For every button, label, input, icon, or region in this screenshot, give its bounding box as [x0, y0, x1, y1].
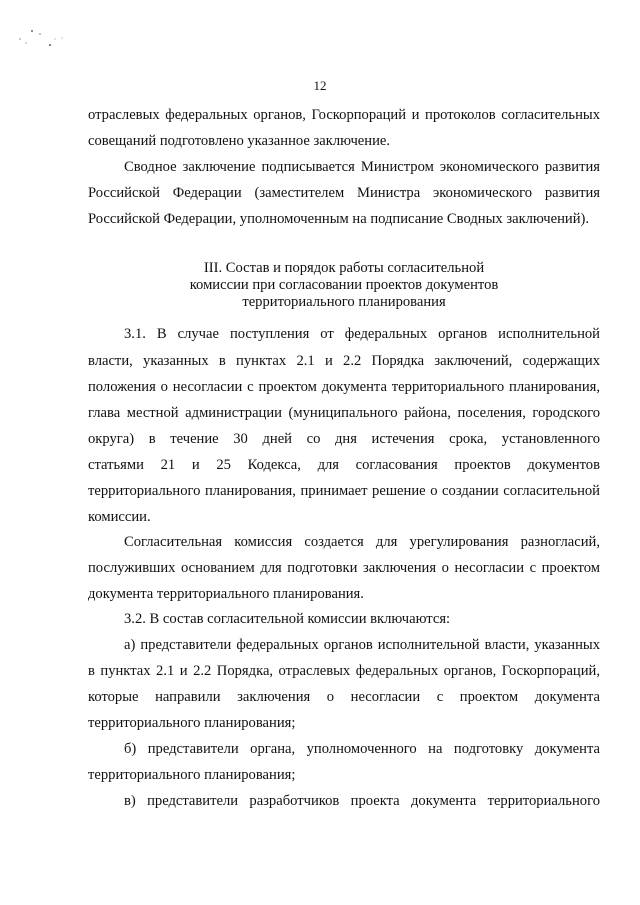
text-line: отраслевых федеральных органов, Госкорпораций и протоколов согласительных — [88, 107, 600, 123]
text-line: которые направили заключения о несогласии с проектом документа — [88, 689, 600, 705]
text-line: в пунктах 2.1 и 2.2 Порядка, отраслевых федеральных органов, Госкорпораций, — [88, 663, 600, 679]
text-line: Российской Федерации (заместителем Министра экономического развития — [88, 185, 600, 201]
text-line: Согласительная комиссия создается для урегулирования разногласий, — [124, 534, 600, 550]
text-line: комиссии. — [88, 509, 151, 525]
scan-specks — [10, 25, 70, 65]
text-line: Сводное заключение подписывается Министром экономического развития — [124, 159, 600, 175]
text-line: положения о несогласии с проектом документа территориального планирования, — [88, 379, 600, 395]
text-line: документа территориального планирования. — [88, 586, 364, 602]
text-line: послуживших основанием для подготовки заключения о несогласии с проектом — [88, 560, 600, 576]
text-line: б) представители органа, уполномоченного на подготовку документа — [124, 741, 600, 757]
text-line: в) представители разработчиков проекта документа территориального — [124, 793, 600, 809]
text-line: совещаний подготовлено указанное заключение. — [88, 133, 391, 149]
section-heading-line: территориального планирования — [242, 294, 446, 310]
text-line: территориального планирования; — [88, 767, 296, 783]
text-line: территориального планирования, принимает решение о создании согласительной — [88, 483, 600, 499]
text-line: территориального планирования; — [88, 715, 296, 731]
text-line: округа) в течение 30 дней со дня истечения срока, установленного — [88, 431, 600, 447]
text-line: глава местной администрации (муниципального района, поселения, городского — [88, 405, 600, 421]
text-line: 3.2. В состав согласительной комиссии включаются: — [124, 611, 451, 627]
text-line: Российской Федерации, уполномоченным на подписание Сводных заключений). — [88, 211, 590, 227]
text-line: статьями 21 и 25 Кодекса, для согласования проектов документов — [88, 457, 600, 473]
page-number: 12 — [313, 78, 327, 93]
text-line: а) представители федеральных органов исполнительной власти, указанных — [124, 637, 600, 653]
section-heading-line: III. Состав и порядок работы согласительной — [203, 260, 485, 276]
text-line: 3.1. В случае поступления от федеральных органов исполнительной — [124, 326, 600, 342]
text-line: власти, указанных в пунктах 2.1 и 2.2 Порядка заключений, содержащих — [88, 353, 600, 369]
section-heading-line: комиссии при согласовании проектов документов — [189, 277, 499, 293]
